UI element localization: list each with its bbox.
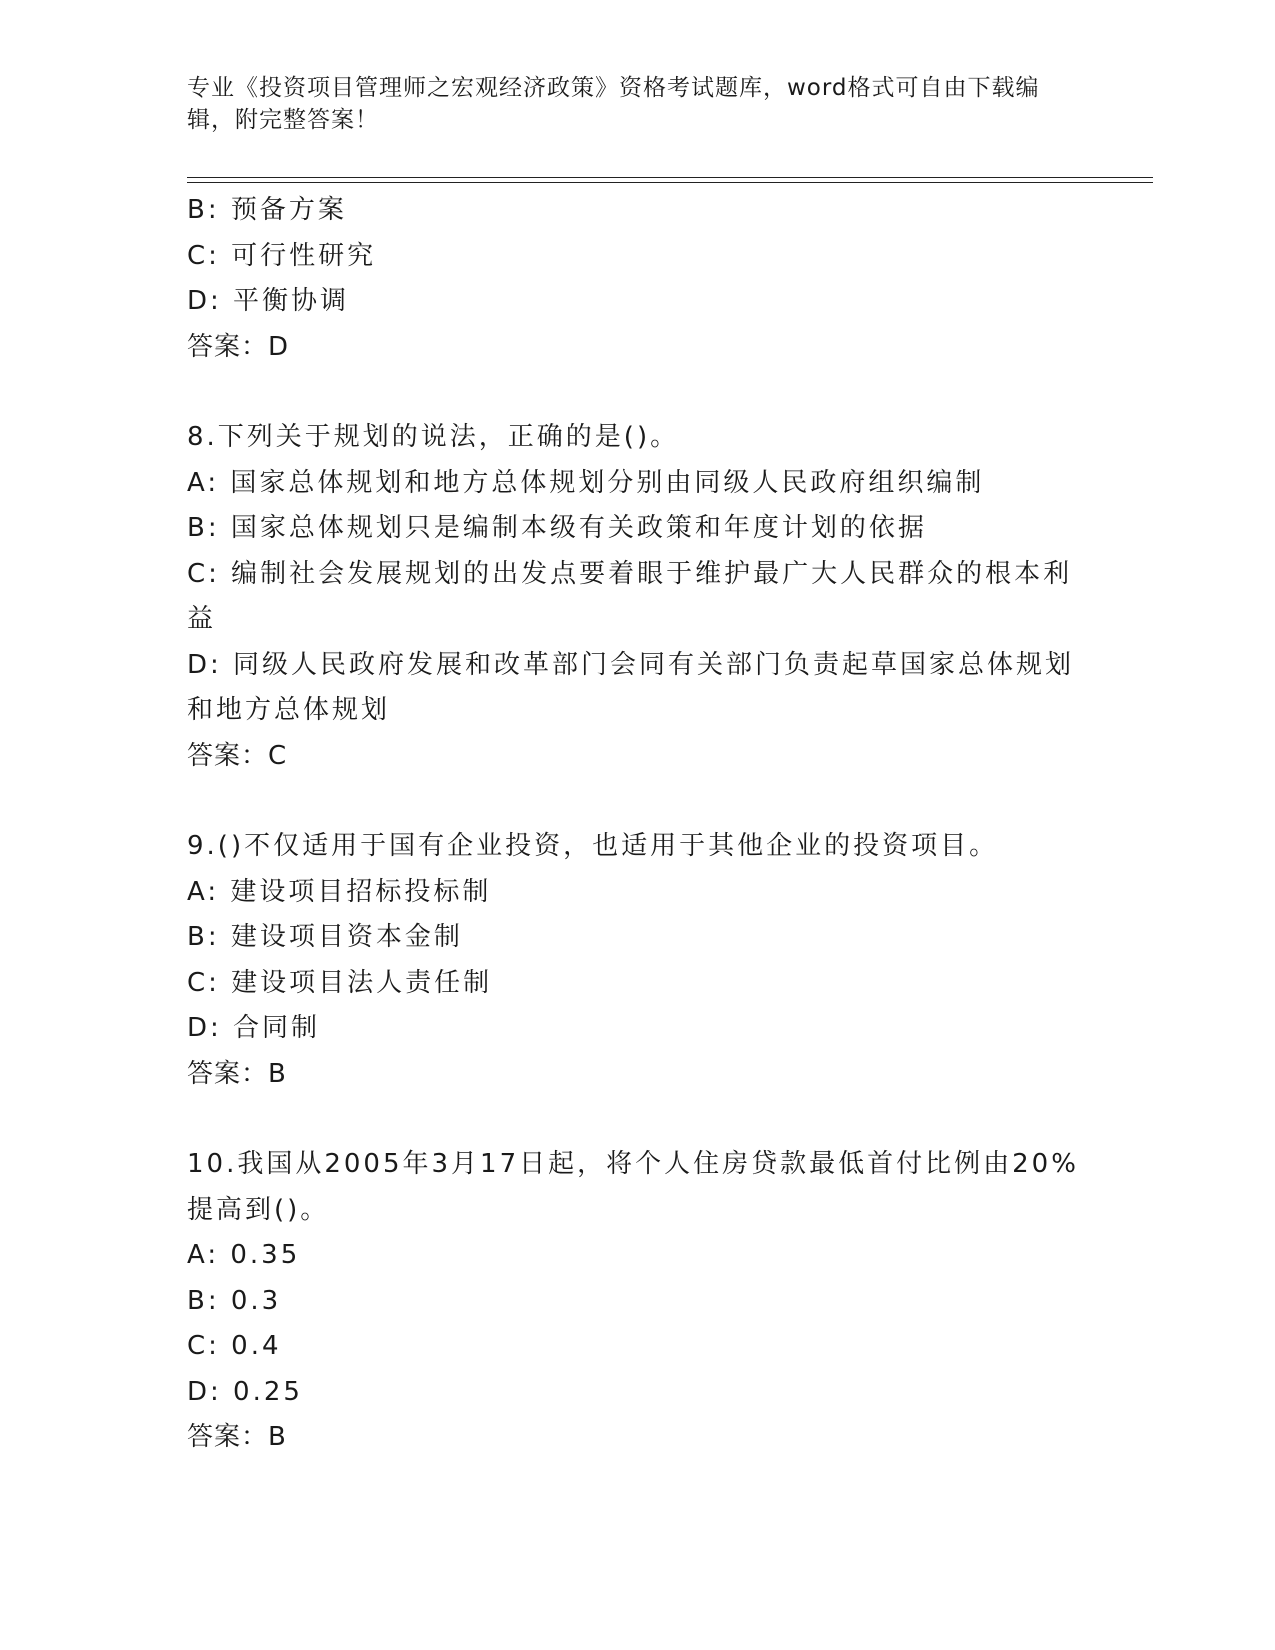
header-line-1: 专业《投资项目管理师之宏观经济政策》资格考试题库，word格式可自由下载编 bbox=[187, 75, 1040, 101]
option-text: D: 合同制 bbox=[187, 1013, 321, 1043]
question-text: 9.()不仅适用于国有企业投资，也适用于其他企业的投资项目。 bbox=[187, 831, 999, 861]
option-text: C: 建设项目法人责任制 bbox=[187, 967, 493, 998]
option-text: C: 可行性研究 bbox=[187, 240, 377, 271]
answer-text: 答案：D bbox=[187, 331, 290, 362]
header-rule-top bbox=[187, 177, 1153, 178]
option-text: B: 预备方案 bbox=[187, 195, 347, 225]
option-text: A: 建设项目招标投标制 bbox=[187, 876, 492, 907]
question-text: 8.下列关于规划的说法，正确的是()。 bbox=[187, 422, 680, 452]
question-block bbox=[187, 415, 1087, 779]
question-block bbox=[187, 188, 1087, 370]
option-text: B: 0.3 bbox=[187, 1285, 282, 1316]
option-text: A: 0.35 bbox=[187, 1240, 301, 1270]
option-text: D: 0.25 bbox=[187, 1376, 303, 1407]
option-text: D: 同级人民政府发展和改革部门会同有关部门负责起草国家总体规划 bbox=[187, 649, 1075, 680]
answer-text: 答案：B bbox=[187, 1422, 287, 1452]
option-text: B: 建设项目资本金制 bbox=[187, 922, 463, 952]
option-text: B: 国家总体规划只是编制本级有关政策和年度计划的依据 bbox=[187, 513, 927, 543]
header-line-2: 辑，附完整答案！ bbox=[187, 107, 379, 133]
question-list bbox=[187, 188, 1087, 1461]
option-text: 和地方总体规划 bbox=[187, 695, 391, 725]
option-text: C: 编制社会发展规划的出发点要着眼于维护最广大人民群众的根本利 bbox=[187, 558, 1073, 589]
question-text: 提高到()。 bbox=[187, 1194, 330, 1225]
option-text: D: 平衡协调 bbox=[187, 286, 350, 316]
answer-text: 答案：B bbox=[187, 1058, 287, 1089]
question-block bbox=[187, 824, 1087, 1097]
option-text: C: 0.4 bbox=[187, 1331, 282, 1361]
option-text: 益 bbox=[187, 604, 217, 634]
option-text: A: 国家总体规划和地方总体规划分别由同级人民政府组织编制 bbox=[187, 467, 985, 498]
question-block bbox=[187, 1142, 1087, 1461]
header-rule-bottom bbox=[187, 182, 1153, 183]
answer-text: 答案：C bbox=[187, 740, 288, 771]
document-header bbox=[187, 72, 1067, 136]
question-text: 10.我国从2005年3月17日起，将个人住房贷款最低首付比例由20% bbox=[187, 1149, 1079, 1179]
